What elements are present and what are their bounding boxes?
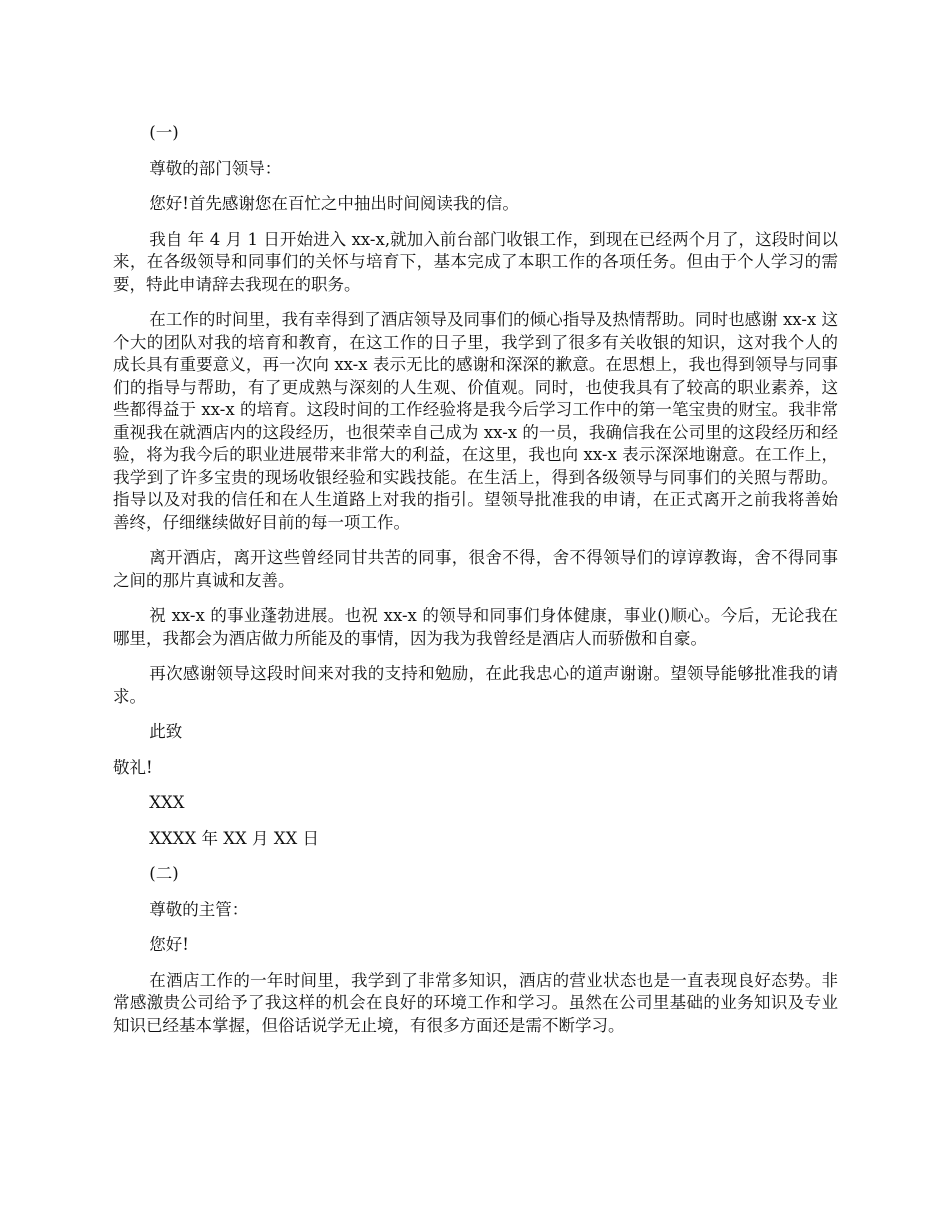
- body-paragraph: 再次感谢领导这段时间来对我的支持和勉励，在此我忠心的道声谢谢。望领导能够批准我的请求。: [113, 664, 838, 706]
- body-paragraph: 祝 xx-x 的事业蓬勃进展。也祝 xx-x 的领导和同事们身体健康，事业()顺心。今后，无论我在哪里，我都会为酒店做力所能及的事情，因为我为我曾经是酒店人而骄傲和自豪。: [113, 606, 838, 648]
- document-page: [113, 122, 838, 1050]
- body-paragraph: 离开酒店，离开这些曾经同甘共苦的同事，很舍不得，舍不得领导们的谆谆教诲，舍不得同事之间的那片真诚和友善。: [113, 548, 838, 590]
- section-heading-1: (一): [149, 123, 179, 142]
- body-paragraph: 我自 年 4 月 1 日开始进入 xx-x,就加入前台部门收银工作，到现在已经两个月了，这段时间以来，在各级领导和同事们的关怀与培育下，基本完成了本职工作的各项任务。但由于个人学习的需要，特此申请辞去我现在的职务。: [113, 229, 838, 294]
- section-heading-2: (二): [149, 864, 179, 883]
- signature-name: XXX: [149, 793, 185, 812]
- closing: 此致: [149, 722, 183, 741]
- body-paragraph: 在工作的时间里，我有幸得到了酒店领导及同事们的倾心指导及热情帮助。同时也感谢 xx-x 这个大的团队对我的培育和教育，在这工作的日子里，我学到了很多有关收银的知识，这对我个人的成长具有重要意义，再一次向 xx-x 表示无比的感谢和深深的歉意。在思想上，我也得到领导与同事们的指导与帮助，有了更成熟与深刻的人生观、价值观。同时，也使我具有了较高的职业素养，这些都得益于 xx-x 的培育。这段时间的工作经验将是我今后学习工作中的第一笔宝贵的财宝。我非常重视我在就酒店内的这段经历，也很荣幸自己成为 xx-x 的一员，我确信我在公司里的这段经历和经验，将为我今后的职业进展带来非常大的利益，在这里，我也向 xx-x 表示深深地谢意。在工作上，我学到了许多宝贵的现场收银经验和实践技能。在生活上，得到各级领导与同事们的关照与帮助。指导以及对我的信任和在人生道路上对我的指引。望领导批准我的申请，在正式离开之前我将善始善终，仔细继续做好目前的每一项工作。: [113, 310, 838, 532]
- body-paragraph: 在酒店工作的一年时间里，我学到了非常多知识，酒店的营业状态也是一直表现良好态势。非常感激贵公司给予了我这样的机会在良好的环境工作和学习。虽然在公司里基础的业务知识及专业知识已经基本掌握，但俗话说学无止境，有很多方面还是需不断学习。: [113, 970, 838, 1035]
- salutation: 尊敬的主管：: [149, 899, 249, 919]
- greeting: 您好!: [149, 935, 189, 954]
- closing-salute: 敬礼!: [113, 757, 153, 777]
- signature-date: XXXX 年 XX 月 XX 日: [149, 828, 319, 848]
- salutation: 尊敬的部门领导：: [149, 158, 282, 178]
- greeting: 您好!首先感谢您在百忙之中抽出时间阅读我的信。: [149, 194, 519, 213]
